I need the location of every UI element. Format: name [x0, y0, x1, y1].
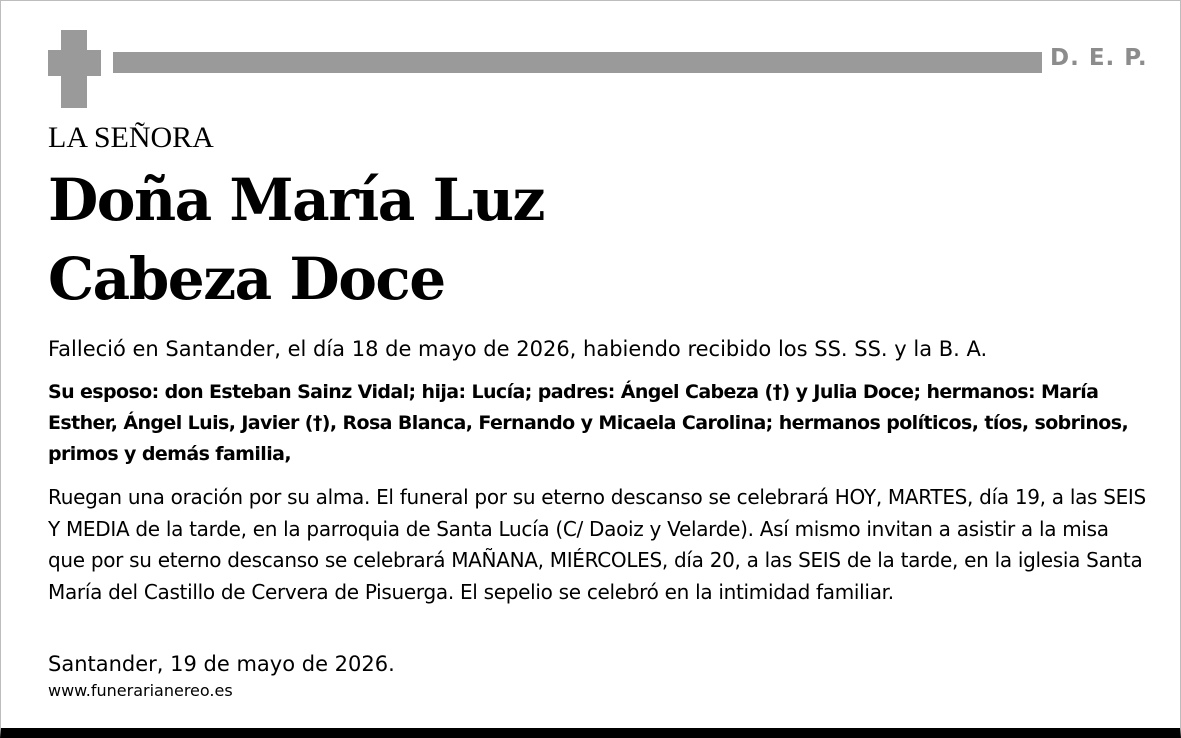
dep-label: D. E. P.: [1050, 45, 1148, 71]
honorific-title: LA SEÑORA: [48, 121, 214, 154]
header-rule: [113, 52, 1042, 73]
death-statement: Falleció en Santander, el día 18 de mayo de 2026, habiendo recibido los SS. SS. y la B. A.: [48, 337, 988, 361]
website-link[interactable]: www.funerarianereo.es: [48, 681, 233, 700]
family-list: Su esposo: don Esteban Sainz Vidal; hija: Lucía; padres: Ángel Cabeza (†) y Julia Doce; hermanos: María Esther, Ángel Luis, Javier (†), Rosa Blanca, Fernando y Micaela Carolina; hermanos políticos, tíos, sobrinos, primos y demás familia,: [48, 381, 1129, 465]
place-date: Santander, 19 de mayo de 2026.: [48, 652, 395, 676]
latin-cross-icon: [48, 30, 101, 108]
funeral-details: Ruegan una oración por su alma. El funeral por su eterno descanso se celebrará HOY, MARTES, día 19, a las SEIS Y MEDIA de la tarde, en la parroquia de Santa Lucía (C/ Daoiz y Velarde). Así mismo invitan a asistir a la misa que por su eterno descanso se celebrará MAÑANA, MIÉRCOLES, día 20, a las SEIS de la tarde, en la iglesia Santa María del Castillo de Cervera de Pisuerga. El sepelio se celebró en la intimidad familiar.: [48, 485, 1146, 604]
deceased-name-line1: Doña María Luz: [48, 166, 544, 234]
deceased-name-line2: Cabeza Doce: [48, 245, 445, 313]
